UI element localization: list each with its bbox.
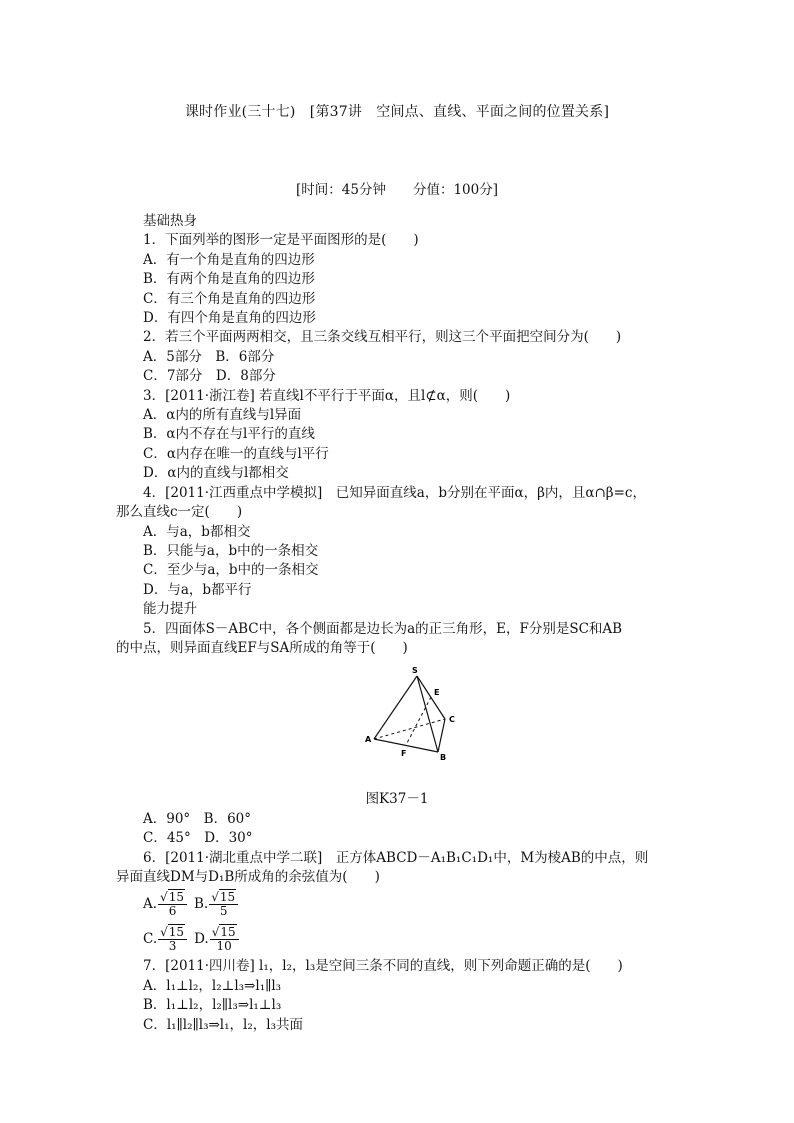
q4-option-b: B．只能与a，b中的一条相交 xyxy=(143,542,319,559)
q6-option-d-numerator: √15 xyxy=(210,926,239,940)
segment-ef-hidden xyxy=(406,697,431,745)
q1-option-c: C．有三个角是直角的四边形 xyxy=(143,290,316,307)
q4-stem: 4．[2011·江西重点中学模拟] 已知异面直线a，b分别在平面α，β内，且α∩β=c， xyxy=(143,484,646,501)
q6-option-d-fraction xyxy=(210,926,239,953)
tetrahedron-diagram xyxy=(364,664,464,784)
q2-stem: 2．若三个平面两两相交，且三条交线互相平行，则这三个平面把空间分为( ) xyxy=(143,329,622,346)
time-score-info: [时间：45分钟 分值：100分] xyxy=(296,182,498,198)
q7-stem: 7．[2011·四川卷] l₁，l₂，l₃是空间三条不同的直线，则下列命题正确的是( ) xyxy=(143,958,623,975)
q4-option-a: A．与a，b都相交 xyxy=(143,523,251,540)
q6-stem-continued: 异面直线DM与D₁B所成角的余弦值为( ) xyxy=(116,868,380,885)
q2-options-ab: A．5部分 B．6部分 xyxy=(143,348,275,365)
page-title: 课时作业(三十七) [第37讲 空间点、直线、平面之间的位置关系] xyxy=(184,104,610,120)
q6-options-cd xyxy=(116,922,682,957)
q3-option-a: A．α内的所有直线与l异面 xyxy=(143,407,302,424)
q1-option-d: D．有四个角是直角的四边形 xyxy=(143,310,316,327)
q6-option-b-fraction xyxy=(209,891,238,918)
q1-stem: 1．下面列举的图形一定是平面图形的是( ) xyxy=(143,232,419,249)
edge-bc xyxy=(438,719,445,752)
q4-option-c: C．至少与a，b中的一条相交 xyxy=(143,562,319,579)
q6-option-c-label: C. xyxy=(143,931,158,948)
edge-sa xyxy=(374,676,417,739)
q4-option-d: D．与a，b都平行 xyxy=(143,581,252,598)
q1-option-b: B．有两个角是直角的四边形 xyxy=(143,271,315,288)
q6-option-c-fraction xyxy=(158,926,187,953)
q1-option-a: A．有一个角是直角的四边形 xyxy=(143,251,315,268)
q3-option-c: C．α内存在唯一的直线与l平行 xyxy=(143,445,329,462)
q6-option-b-numerator: √15 xyxy=(209,891,238,905)
q6-option-a-denominator: 6 xyxy=(168,904,177,919)
q3-option-d: D．α内的直线与l都相交 xyxy=(143,465,289,482)
edge-ac-hidden xyxy=(374,719,445,739)
q6-option-d-denominator: 10 xyxy=(216,939,232,954)
q6-stem: 6．[2011·湖北重点中学二联] 正方体ABCD－A₁B₁C₁D₁中，M为棱AB的中点，则 xyxy=(143,849,649,866)
q6-option-b-label: B. xyxy=(193,896,209,913)
q5-stem: 5．四面体S－ABC中，各个侧面都是边长为a的正三角形，E，F分别是SC和AB xyxy=(143,620,623,637)
tetrahedron-figure xyxy=(116,658,682,790)
q7-option-a: A．l₁⊥l₂，l₂⊥l₃⇒l₁∥l₃ xyxy=(143,977,282,994)
q6-option-a-fraction xyxy=(158,891,187,918)
q7-option-c: C．l₁∥l₂∥l₃⇒l₁，l₂，l₃共面 xyxy=(143,1016,303,1033)
q2-options-cd: C．7部分 D．8部分 xyxy=(143,368,276,385)
figure-caption: 图K37－1 xyxy=(365,791,429,808)
section-advanced: 能力提升 xyxy=(143,601,197,618)
label-c: C xyxy=(449,715,455,725)
section-basic: 基础热身 xyxy=(143,213,197,229)
q6-option-a-label: A. xyxy=(143,896,158,913)
q3-option-b: B．α内不存在与l平行的直线 xyxy=(143,426,315,443)
q5-stem-continued: 的中点，则异面直线EF与SA所成的角等于( ) xyxy=(116,639,408,656)
label-e: E xyxy=(434,688,440,698)
q6-option-c-numerator: √15 xyxy=(158,926,187,940)
label-b: B xyxy=(440,753,447,763)
q4-stem-continued: 那么直线c一定( ) xyxy=(116,504,243,521)
q5-options-cd: C．45° D．30° xyxy=(143,830,253,847)
q6-options-ab xyxy=(116,887,682,922)
q6-option-b-denominator: 5 xyxy=(219,904,228,919)
q6-option-d-label: D. xyxy=(194,931,209,948)
label-f: F xyxy=(401,749,407,759)
q3-stem: 3．[2011·浙江卷] 若直线l不平行于平面α，且l⊄α，则( ) xyxy=(143,387,511,404)
q6-option-a-numerator: √15 xyxy=(158,891,187,905)
label-a: A xyxy=(365,735,372,745)
q6-option-c-denominator: 3 xyxy=(168,939,177,954)
exercise-body xyxy=(116,212,682,1035)
q7-option-b: B．l₁⊥l₂，l₂∥l₃⇒l₁⊥l₃ xyxy=(143,997,282,1014)
label-s: S xyxy=(412,666,418,676)
q5-options-ab: A．90° B．60° xyxy=(143,810,252,827)
